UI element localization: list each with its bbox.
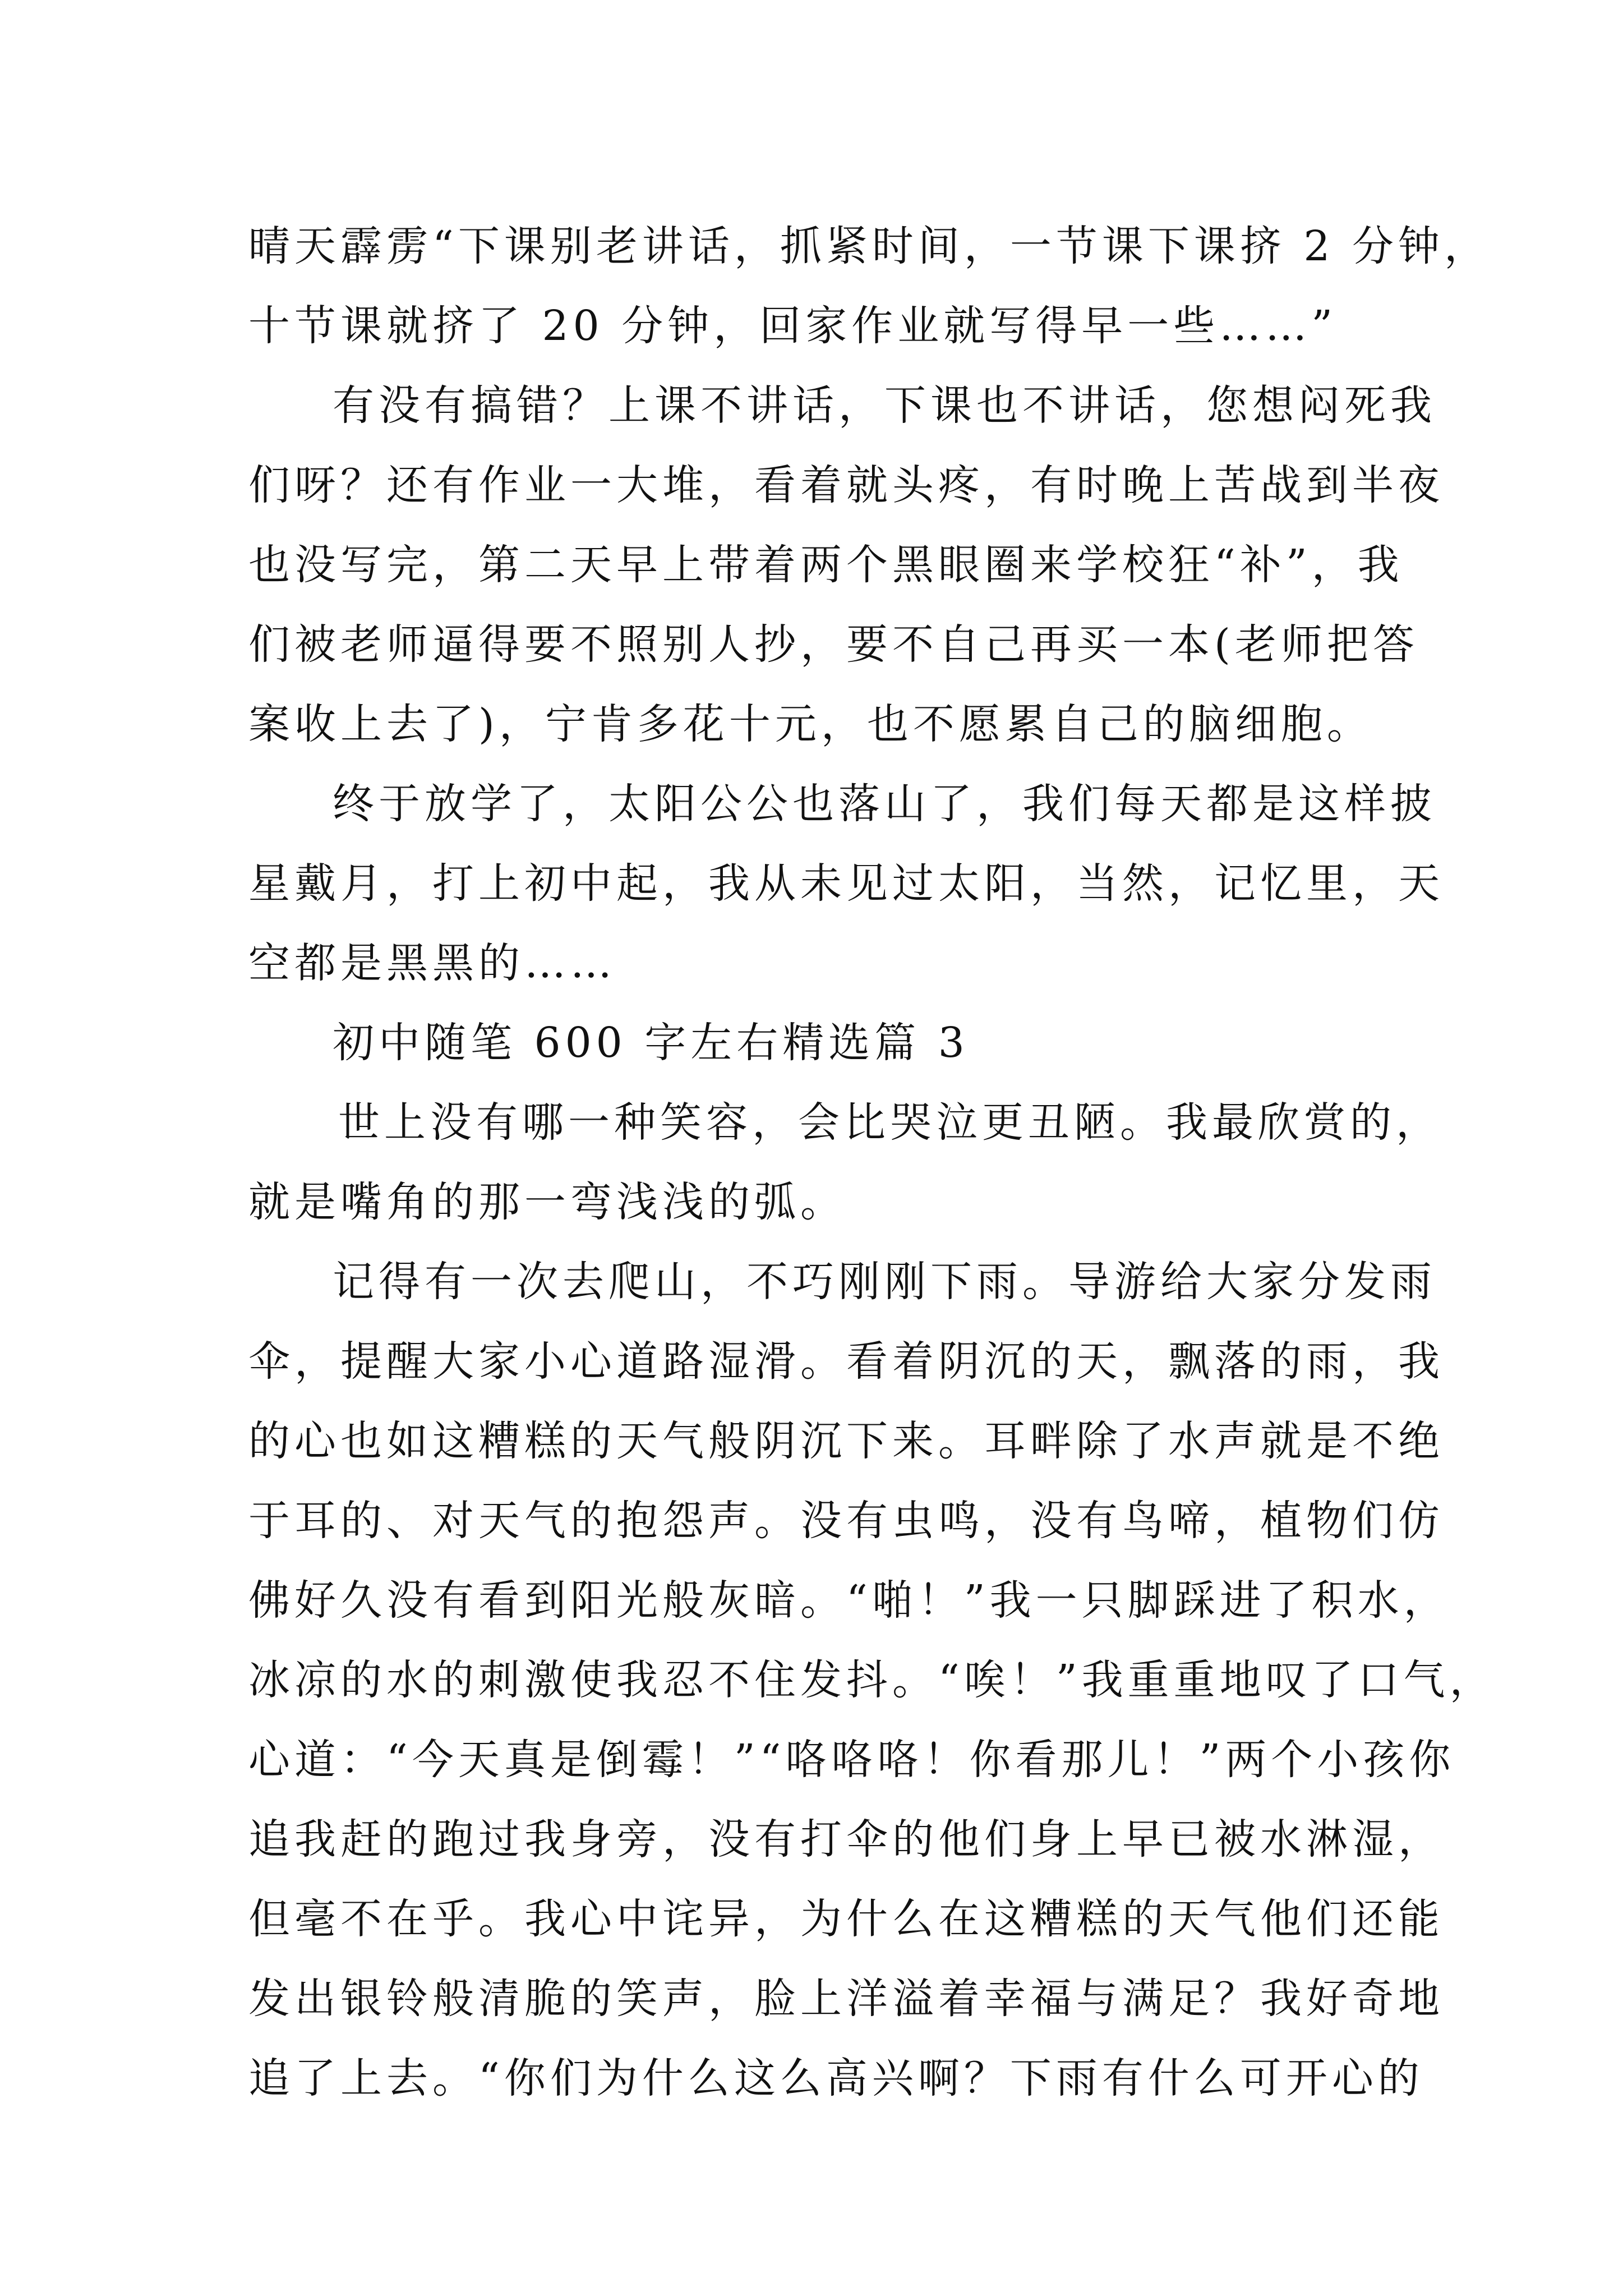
- text-line: 追我赶的跑过我身旁，没有打伞的他们身上早已被水淋湿，: [248, 1815, 1444, 1864]
- paragraph-start-line: 有没有搞错？上课不讲话，下课也不讲话，您想闷死我: [333, 381, 1436, 430]
- essay-text: [248, 206, 1496, 2118]
- text-line: 十节课就挤了 20 分钟，回家作业就写得早一些……”: [248, 302, 1338, 350]
- text-line: 冰凉的水的刺激使我忍不住发抖。“唉！”我重重地叹了口气，: [248, 1656, 1496, 1704]
- section-heading: 初中随笔 600 字左右精选篇 3: [333, 1019, 969, 1067]
- text-line: 就是嘴角的那一弯浅浅的弧。: [248, 1178, 846, 1226]
- text-line: 伞，提醒大家小心道路湿滑。看着阴沉的天，飘落的雨，我: [248, 1337, 1444, 1386]
- text-line: 们呀？还有作业一大堆，看着就头疼，有时晚上苦战到半夜: [248, 461, 1444, 509]
- paragraph-start-line: 世上没有哪一种笑容，会比哭泣更丑陋。我最欣赏的，: [338, 1098, 1442, 1147]
- text-line: 于耳的、对天气的抱怨声。没有虫鸣，没有鸟啼，植物们仿: [248, 1497, 1444, 1545]
- text-line: 星戴月，打上初中起，我从未见过太阳，当然，记忆里，天: [248, 859, 1444, 908]
- text-line: 晴天霹雳“下课别老讲话，抓紧时间，一节课下课挤 2 分钟，: [248, 222, 1490, 270]
- paragraph-start-line: 记得有一次去爬山，不巧刚刚下雨。导游给大家分发雨: [333, 1258, 1436, 1306]
- text-line: 案收上去了)，宁肯多花十元，也不愿累自己的脑细胞。: [248, 700, 1373, 748]
- paragraph-start-line: 终于放学了，太阳公公也落山了，我们每天都是这样披: [333, 780, 1436, 828]
- text-line: 追了上去。“你们为什么这么高兴啊？下雨有什么可开心的: [248, 2054, 1424, 2102]
- text-line: 但毫不在乎。我心中诧异，为什么在这糟糕的天气他们还能: [248, 1895, 1444, 1943]
- text-line: 的心也如这糟糕的天气般阴沉下来。耳畔除了水声就是不绝: [248, 1417, 1444, 1465]
- text-line: 佛好久没有看到阳光般灰暗。“啪！”我一只脚踩进了积水，: [248, 1576, 1450, 1625]
- text-line: 也没写完，第二天早上带着两个黑眼圈来学校狂“补”，我: [248, 541, 1404, 589]
- text-line: 心道：“今天真是倒霉！”“咯咯咯！你看那儿！”两个小孩你: [248, 1736, 1455, 1784]
- text-line: 们被老师逼得要不照别人抄，要不自己再买一本(老师把答: [248, 620, 1419, 669]
- text-line: 空都是黑黑的……: [248, 939, 616, 987]
- text-line: 发出银铃般清脆的笑声，脸上洋溢着幸福与满足？我好奇地: [248, 1975, 1444, 2023]
